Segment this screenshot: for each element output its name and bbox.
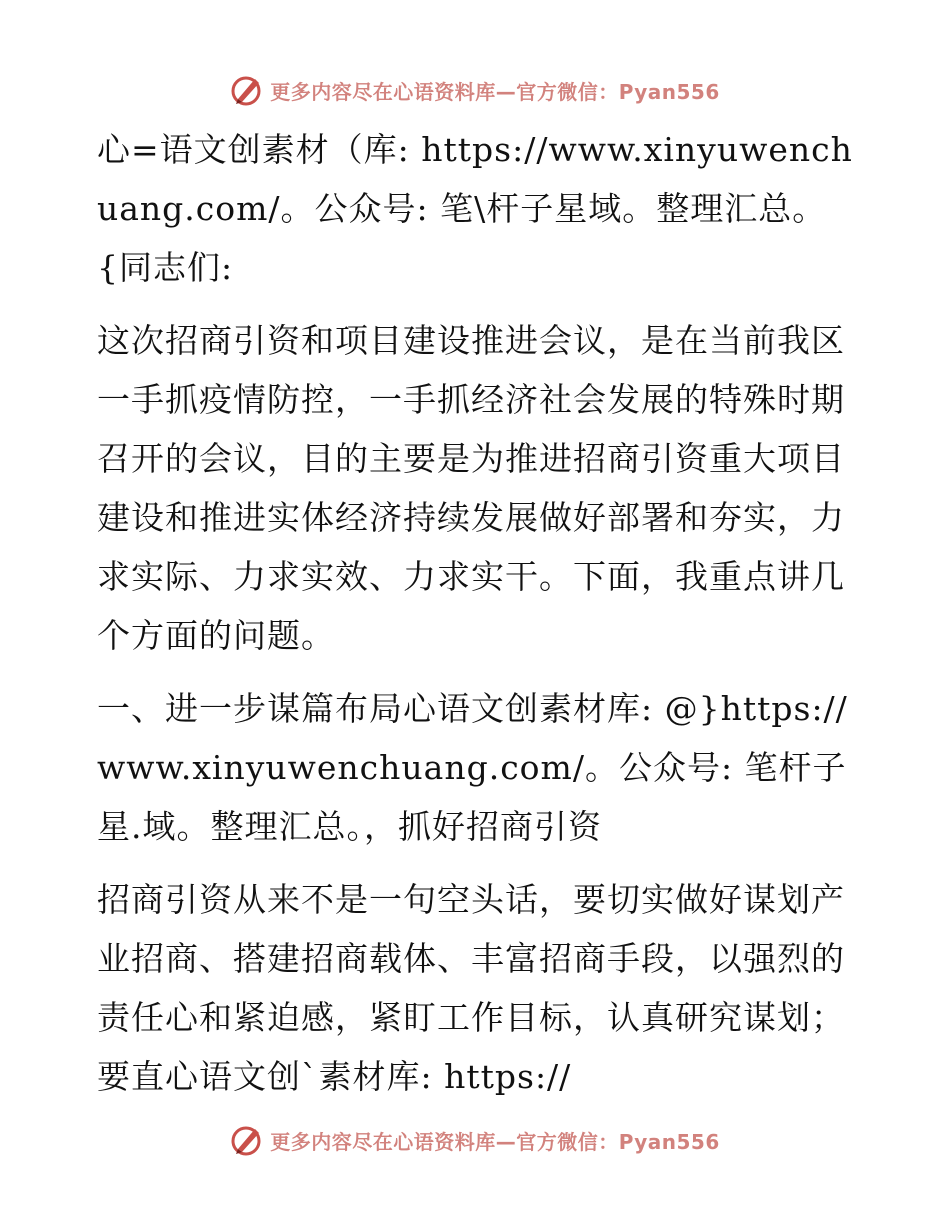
- header-banner: [0, 70, 950, 110]
- paragraph-4: 招商引资从来不是一句空头话，要切实做好谋划产业招商、搭建招商载体、丰富招商手段，以强烈的责任心和紧迫感，紧盯工作目标，认真研究谋划；要直心语文创`素材库: https://: [97, 880, 845, 1096]
- paragraph-2: 这次招商引资和项目建设推进会议，是在当前我区一手抓疫情防控，一手抓经济社会发展的特殊时期召开的会议，目的主要是为推进招商引资重大项目建设和推进实体经济持续发展做好部署和夯实，力求实际、力求实效、力求实干。下面，我重点讲几个方面的问题。: [97, 321, 845, 655]
- header-banner-text: 更多内容尽在心语资料库—官方微信：Pyan556: [270, 79, 720, 104]
- pen-circle-logo-icon: [230, 73, 264, 107]
- footer-banner-text: 更多内容尽在心语资料库—官方微信：Pyan556: [270, 1129, 720, 1154]
- paragraph-1: 心=语文创素材（库: https://www.xinyuwenchuang.com/。公众号: 笔\杆子星域。整理汇总。{同志们:: [97, 130, 853, 287]
- paragraph-3: 一、进一步谋篇布局心语文创素材库: @}https://www.xinyuwenchuang.com/。公众号: 笔杆子星.域。整理汇总。，抓好招商引资: [97, 689, 848, 846]
- document-body: [97, 120, 857, 1120]
- pen-circle-logo-icon: [230, 1123, 264, 1157]
- footer-banner: [0, 1120, 950, 1160]
